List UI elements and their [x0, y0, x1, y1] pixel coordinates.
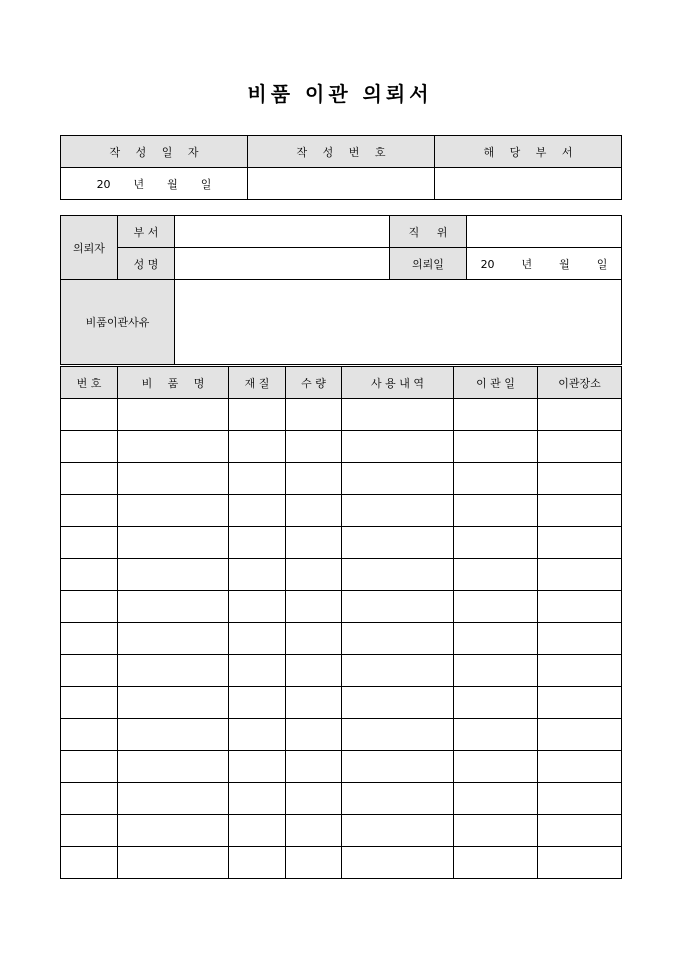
material-cell[interactable] [229, 399, 286, 431]
transfer-place-cell[interactable] [538, 623, 622, 655]
transfer-place-cell[interactable] [538, 655, 622, 687]
quantity-cell[interactable] [286, 687, 342, 719]
item-name-cell[interactable] [118, 783, 229, 815]
usage-cell[interactable] [342, 847, 454, 879]
item-name-cell[interactable] [118, 591, 229, 623]
material-cell[interactable] [229, 623, 286, 655]
transfer-place-cell[interactable] [538, 815, 622, 847]
request-date-label: 의뢰일 [390, 248, 467, 280]
info-table [60, 135, 622, 200]
material-cell[interactable] [229, 655, 286, 687]
usage-cell[interactable] [342, 399, 454, 431]
usage-cell[interactable] [342, 783, 454, 815]
document-number-header: 작 성 번 호 [248, 136, 435, 168]
material-cell[interactable] [229, 527, 286, 559]
item-name-cell[interactable] [118, 431, 229, 463]
transfer-date-cell[interactable] [454, 463, 538, 495]
usage-cell[interactable] [342, 751, 454, 783]
item-name-cell[interactable] [118, 847, 229, 879]
transfer-date-cell[interactable] [454, 527, 538, 559]
position-field[interactable] [467, 216, 622, 248]
table-row [61, 847, 622, 879]
item-name-cell[interactable] [118, 527, 229, 559]
document-title: 비품 이관 의뢰서 [247, 82, 433, 106]
transfer-date-cell[interactable] [454, 655, 538, 687]
requester-table [60, 215, 622, 365]
col-header-number: 번 호 [61, 367, 118, 399]
transfer-date-cell[interactable] [454, 623, 538, 655]
transfer-date-cell[interactable] [454, 591, 538, 623]
requester-name-field[interactable] [175, 248, 390, 280]
transfer-date-cell[interactable] [454, 399, 538, 431]
number-cell[interactable] [61, 623, 118, 655]
material-cell[interactable] [229, 751, 286, 783]
quantity-cell[interactable] [286, 463, 342, 495]
quantity-cell[interactable] [286, 847, 342, 879]
transfer-place-cell[interactable] [538, 399, 622, 431]
number-cell[interactable] [61, 719, 118, 751]
number-cell[interactable] [61, 463, 118, 495]
quantity-cell[interactable] [286, 719, 342, 751]
quantity-cell[interactable] [286, 559, 342, 591]
col-header-transfer-date: 이 관 일 [454, 367, 538, 399]
requester-name-label: 성 명 [118, 248, 175, 280]
transfer-place-cell[interactable] [538, 591, 622, 623]
item-name-cell[interactable] [118, 815, 229, 847]
usage-cell[interactable] [342, 623, 454, 655]
usage-cell[interactable] [342, 719, 454, 751]
col-header-usage: 사 용 내 역 [342, 367, 454, 399]
number-cell[interactable] [61, 559, 118, 591]
quantity-cell[interactable] [286, 495, 342, 527]
material-cell[interactable] [229, 687, 286, 719]
transfer-date-cell[interactable] [454, 751, 538, 783]
table-row [61, 719, 622, 751]
usage-cell[interactable] [342, 495, 454, 527]
table-row [61, 463, 622, 495]
table-row [61, 495, 622, 527]
table-row [61, 687, 622, 719]
transfer-place-cell[interactable] [538, 559, 622, 591]
number-cell[interactable] [61, 751, 118, 783]
number-cell[interactable] [61, 655, 118, 687]
item-name-cell[interactable] [118, 719, 229, 751]
transfer-date-cell[interactable] [454, 431, 538, 463]
table-row [61, 527, 622, 559]
transfer-date-cell[interactable] [454, 559, 538, 591]
transfer-date-cell[interactable] [454, 687, 538, 719]
department-header: 해 당 부 서 [435, 136, 622, 168]
usage-cell[interactable] [342, 591, 454, 623]
transfer-reason-label: 비품이관사유 [61, 280, 175, 365]
col-header-material: 재 질 [229, 367, 286, 399]
material-cell[interactable] [229, 847, 286, 879]
quantity-cell[interactable] [286, 399, 342, 431]
quantity-cell[interactable] [286, 751, 342, 783]
item-name-cell[interactable] [118, 655, 229, 687]
written-date-header: 작 성 일 자 [61, 136, 248, 168]
table-row [61, 655, 622, 687]
quantity-cell[interactable] [286, 655, 342, 687]
col-header-quantity: 수 량 [286, 367, 342, 399]
position-label: 직 위 [390, 216, 467, 248]
number-cell[interactable] [61, 591, 118, 623]
material-cell[interactable] [229, 815, 286, 847]
transfer-place-cell[interactable] [538, 463, 622, 495]
transfer-place-cell[interactable] [538, 495, 622, 527]
number-cell[interactable] [61, 431, 118, 463]
material-cell[interactable] [229, 719, 286, 751]
transfer-place-cell[interactable] [538, 719, 622, 751]
transfer-date-cell[interactable] [454, 815, 538, 847]
usage-cell[interactable] [342, 655, 454, 687]
material-cell[interactable] [229, 783, 286, 815]
number-cell[interactable] [61, 527, 118, 559]
transfer-reason-field[interactable] [175, 280, 622, 365]
requester-label: 의뢰자 [61, 216, 118, 280]
col-header-transfer-place: 이관장소 [538, 367, 622, 399]
material-cell[interactable] [229, 559, 286, 591]
transfer-place-cell[interactable] [538, 687, 622, 719]
number-cell[interactable] [61, 847, 118, 879]
transfer-place-cell[interactable] [538, 847, 622, 879]
document-number-field[interactable] [248, 168, 435, 200]
requester-department-label: 부 서 [118, 216, 175, 248]
material-cell[interactable] [229, 463, 286, 495]
transfer-date-cell[interactable] [454, 783, 538, 815]
number-cell[interactable] [61, 399, 118, 431]
number-cell[interactable] [61, 783, 118, 815]
table-row [61, 783, 622, 815]
item-name-cell[interactable] [118, 399, 229, 431]
table-row [61, 591, 622, 623]
table-row [61, 431, 622, 463]
requester-department-field[interactable] [175, 216, 390, 248]
transfer-date-cell[interactable] [454, 719, 538, 751]
transfer-place-cell[interactable] [538, 751, 622, 783]
material-cell[interactable] [229, 495, 286, 527]
transfer-date-cell[interactable] [454, 495, 538, 527]
quantity-cell[interactable] [286, 815, 342, 847]
item-name-cell[interactable] [118, 751, 229, 783]
number-cell[interactable] [61, 687, 118, 719]
transfer-place-cell[interactable] [538, 527, 622, 559]
request-date-field[interactable]: 20 년 월 일 [467, 248, 622, 280]
table-row [61, 623, 622, 655]
table-row [61, 399, 622, 431]
items-table [60, 366, 622, 879]
table-row [61, 559, 622, 591]
written-date-field[interactable]: 20 년 월 일 [61, 168, 248, 200]
material-cell[interactable] [229, 431, 286, 463]
table-row [61, 815, 622, 847]
item-name-cell[interactable] [118, 495, 229, 527]
quantity-cell[interactable] [286, 783, 342, 815]
item-name-cell[interactable] [118, 463, 229, 495]
quantity-cell[interactable] [286, 623, 342, 655]
quantity-cell[interactable] [286, 591, 342, 623]
quantity-cell[interactable] [286, 431, 342, 463]
usage-cell[interactable] [342, 463, 454, 495]
transfer-place-cell[interactable] [538, 783, 622, 815]
usage-cell[interactable] [342, 815, 454, 847]
transfer-place-cell[interactable] [538, 431, 622, 463]
item-name-cell[interactable] [118, 687, 229, 719]
quantity-cell[interactable] [286, 527, 342, 559]
usage-cell[interactable] [342, 559, 454, 591]
table-row [61, 751, 622, 783]
item-name-cell[interactable] [118, 623, 229, 655]
number-cell[interactable] [61, 815, 118, 847]
item-name-cell[interactable] [118, 559, 229, 591]
material-cell[interactable] [229, 591, 286, 623]
usage-cell[interactable] [342, 431, 454, 463]
number-cell[interactable] [61, 495, 118, 527]
department-field[interactable] [435, 168, 622, 200]
col-header-item-name: 비 품 명 [118, 367, 229, 399]
usage-cell[interactable] [342, 527, 454, 559]
transfer-date-cell[interactable] [454, 847, 538, 879]
usage-cell[interactable] [342, 687, 454, 719]
